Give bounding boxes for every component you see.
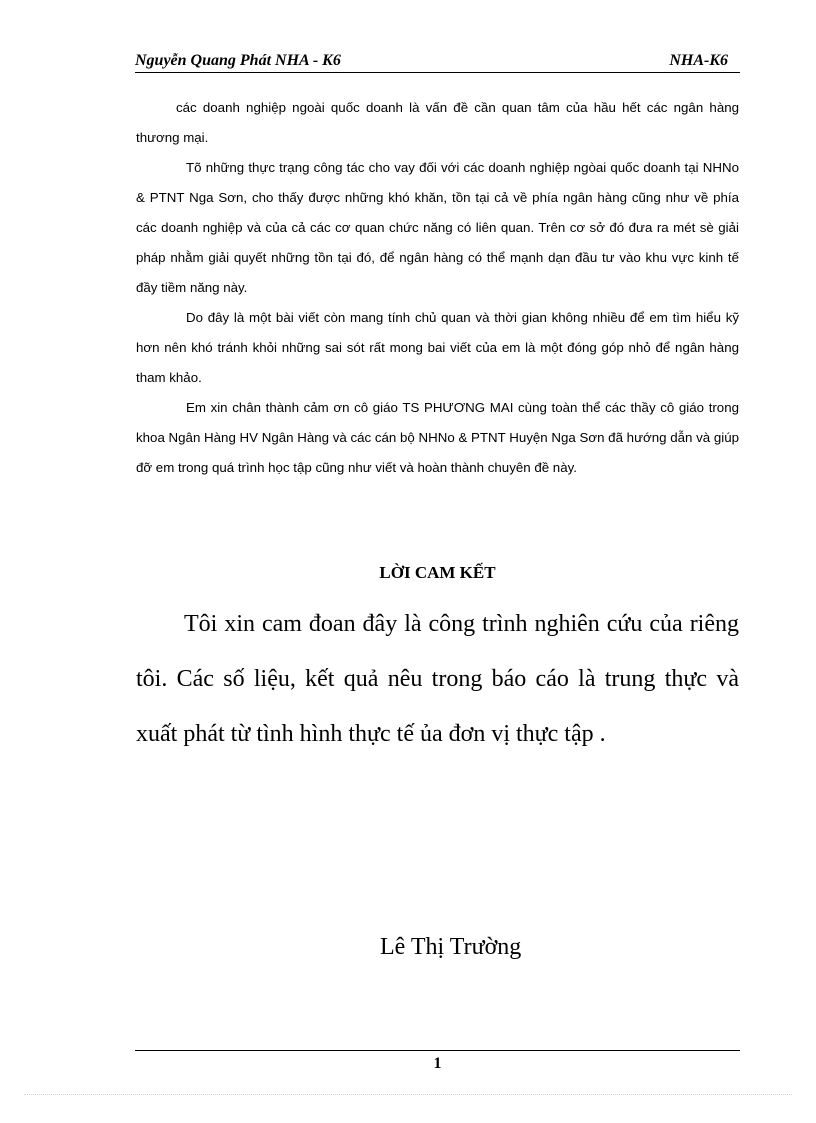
signature-name: Lê Thị Trường [380,934,522,960]
pledge-statement [136,597,739,762]
paragraph-2: Tõ những thực trạng công tác cho vay đối với các doanh nghiệp ngòai quốc doanh tại NHNo & PTNT Nga Sơn, cho thấy được những khó khăn, tồn tại cả về phía ngân hàng cũng như về phía các doanh nghiệp và của cả các cơ quan chức năng có liên quan. Trên cơ sở đó đưa ra mét sè giải pháp nhằm giải quyết những tồn tại đó, để ngân hàng có thể mạnh dạn đầu tư vào khu vực kinh tế đầy tiềm năng này. [136,160,739,295]
page-number: 1 [433,1055,442,1072]
paragraph-1: các doanh nghiệp ngoài quốc doanh là vấn đề cần quan tâm của hầu hết các ngân hàng thương mại. [136,100,739,145]
header-class: NHA-K6 [669,52,728,69]
body-text [136,93,739,483]
header-author: Nguyễn Quang Phát NHA - K6 [135,52,341,69]
pledge-text: Tôi xin cam đoan đây là công trình nghiên cứu của riêng tôi. Các số liệu, kết quả nêu trong báo cáo là trung thực và xuất phát từ tình hình thực tế ủa đơn vị thực tập . [136,611,739,747]
section-title: LỜI CAM KẾT [379,563,496,582]
paragraph-4: Em xin chân thành cảm ơn cô giáo TS PHƯƠNG MAI cùng toàn thể các thầy cô giáo trong khoa Ngân Hàng HV Ngân Hàng và các cán bộ NHNo & PTNT Huyện Nga Sơn đã hướng dẫn và giúp đỡ em trong quá trình học tập cũng như viết và hoàn thành chuyên đề này. [136,400,739,475]
paragraph-3: Do đây là một bài viết còn mang tính chủ quan và thời gian không nhiều để em tìm hiểu kỹ hơn nên khó tránh khỏi những sai sót rất mong bai viết của em là một đóng góp nhỏ để ngân hàng tham khảo. [136,310,739,385]
footer-divider [135,1050,740,1051]
page-header [135,50,740,73]
page-edge [24,1094,792,1095]
